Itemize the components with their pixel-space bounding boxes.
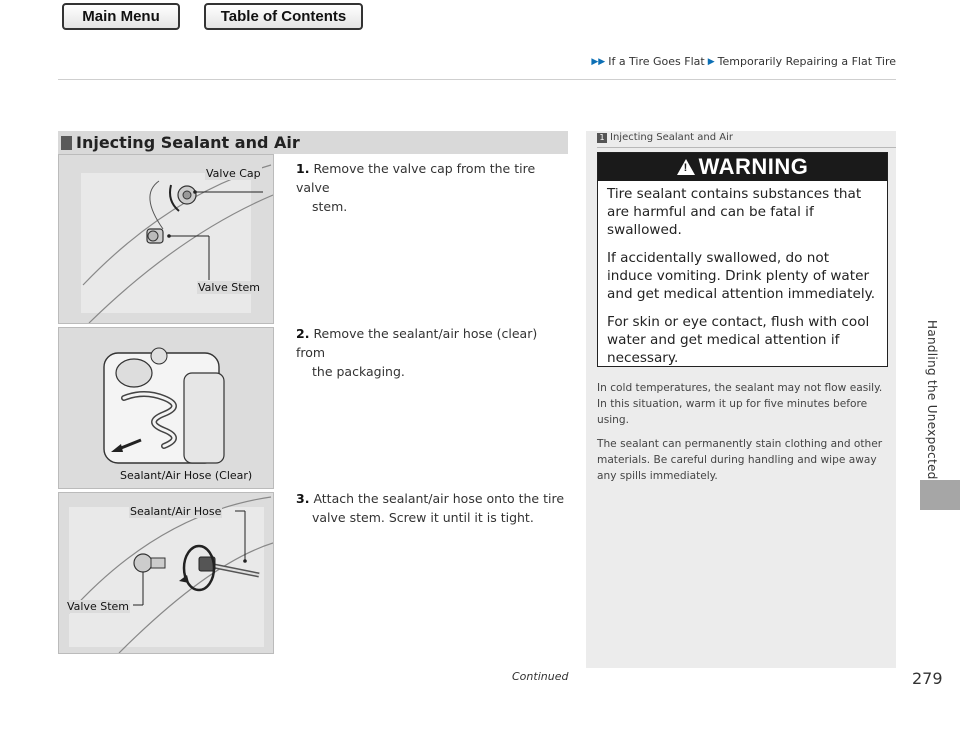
warning-paragraph: If accidentally swallowed, do not induce vomiting. Drink plenty of water and get medical attention immediately.: [607, 250, 876, 302]
valve-stem-label: Valve Stem: [198, 281, 261, 294]
note-text: [597, 380, 889, 492]
header-divider: [58, 79, 896, 80]
valve-stem-label: Valve Stem: [67, 600, 130, 613]
figure-valve-cap: [58, 154, 274, 324]
section-header: [58, 131, 568, 154]
sealant-kit-illustration: [59, 328, 273, 488]
chapter-tab-marker[interactable]: [920, 480, 960, 510]
warning-box: [597, 152, 888, 367]
step-text-cont: the packaging.: [312, 364, 405, 379]
step-number: 3.: [296, 491, 310, 506]
breadcrumb-item-flat-tire[interactable]: If a Tire Goes Flat: [608, 55, 705, 68]
step-text: Attach the sealant/air hose onto the tire: [313, 491, 565, 506]
note-paragraph: The sealant can permanently stain clothing and other materials. Be careful during handling and wipe away any spills immediately.: [597, 438, 883, 482]
figure-attach-hose: [58, 492, 274, 654]
warning-paragraph: For skin or eye contact, flush with cool water and get medical attention if necessary.: [607, 314, 870, 366]
warning-title: WARNING: [698, 154, 809, 179]
table-of-contents-button[interactable]: Table of Contents: [204, 3, 363, 30]
step-text-cont: valve stem. Screw it until it is tight.: [312, 510, 534, 525]
section-square-icon: [61, 136, 72, 150]
figure-sealant-kit: [58, 327, 274, 489]
note-heading: [597, 131, 896, 148]
step-text-cont: stem.: [312, 199, 348, 214]
hose-clear-label: Sealant/Air Hose (Clear): [120, 469, 253, 482]
breadcrumb-arrow-icon: ▶: [707, 56, 715, 67]
step-3: [296, 489, 566, 527]
note-heading-text: Injecting Sealant and Air: [610, 132, 733, 143]
step-number: 2.: [296, 326, 310, 341]
valve-cap-label: Valve Cap: [206, 167, 261, 180]
section-title: Injecting Sealant and Air: [76, 133, 300, 152]
warning-body: [598, 181, 887, 381]
continued-label: Continued: [512, 670, 569, 683]
warning-header: [598, 153, 887, 181]
step-number: 1.: [296, 161, 310, 176]
warning-triangle-icon: !: [677, 159, 695, 175]
warning-paragraph: Tire sealant contains substances that are harmful and can be fatal if swallowed.: [607, 186, 862, 238]
step-text: Remove the sealant/air hose (clear) from: [296, 326, 538, 360]
note-paragraph: In cold temperatures, the sealant may not flow easily. In this situation, warm it up for five minutes before using.: [597, 382, 883, 426]
breadcrumb: [591, 55, 896, 68]
chapter-side-label: Handling the Unexpected: [925, 320, 939, 480]
hose-label: Sealant/Air Hose: [130, 505, 222, 518]
page-number: 279: [912, 669, 943, 688]
step-2: [296, 324, 566, 381]
breadcrumb-item-repair[interactable]: Temporarily Repairing a Flat Tire: [717, 55, 896, 68]
note-reference-icon: 1: [597, 133, 607, 143]
valve-cap-illustration: [59, 155, 273, 323]
step-1: [296, 159, 566, 216]
main-menu-button[interactable]: Main Menu: [62, 3, 180, 30]
breadcrumb-arrow-icon: ▶▶: [591, 56, 606, 67]
step-text: Remove the valve cap from the tire valve: [296, 161, 536, 195]
